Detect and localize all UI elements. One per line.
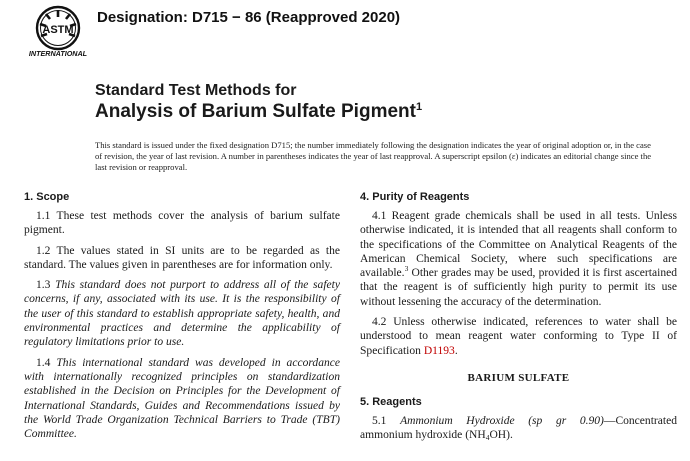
formula-subscript: 4: [485, 433, 490, 443]
footnote-3-marker[interactable]: 3: [404, 264, 409, 274]
section-title-barium-sulfate: BARIUM SULFATE: [467, 371, 570, 384]
paragraph-1-3-number: 1.3: [36, 279, 51, 292]
paragraph-1-2: 1.2 The values stated in SI units are to be regarded as the standard. The values given in parentheses are for information only.: [24, 244, 340, 271]
paragraph-1-4-number: 1.4: [36, 356, 51, 369]
title-line-1: Standard Test Methods for: [95, 82, 297, 99]
paragraph-4-2-end: .: [454, 344, 458, 357]
d1193-link[interactable]: D1193: [423, 344, 455, 357]
title-line-2: [95, 100, 422, 123]
reagent-name: Ammonium Hydroxide (sp gr 0.90): [400, 414, 604, 427]
paragraph-1-4: [24, 356, 340, 442]
paragraph-4-2: [360, 315, 677, 358]
title-footnote-marker[interactable]: 1: [415, 101, 423, 113]
paragraph-4-1-text-a: 4.1 Reagent grade chemicals shall be used in all tests. Unless otherwise indicated, it is intended that all reagents shall conform to the specifications of the Committee on Analytical Reagents of the American Chemical Society, where such specifications are available.: [360, 210, 677, 280]
paragraph-5-1-text-b: OH).: [489, 429, 513, 442]
svg-text:INTERNATIONAL: INTERNATIONAL: [28, 49, 88, 58]
section-heading-purity: 4. Purity of Reagents: [360, 191, 470, 203]
paragraph-4-1-text-b: Other grades may be used, provided it is first ascertained that the reagent is of sufficiently high purity to permit its use without lessening the accuracy of the determination.: [360, 267, 677, 308]
title-line-2-text: Analysis of Barium Sulfate Pigment: [95, 101, 416, 122]
astm-logo: [26, 4, 90, 60]
paragraph-1-1: 1.1 These test methods cover the analysis of barium sulfate pigment.: [24, 210, 340, 237]
designation: Designation: D715 − 86 (Reapproved 2020): [97, 9, 401, 26]
section-heading-reagents: 5. Reagents: [360, 395, 422, 408]
paragraph-4-2-text: 4.2 Unless otherwise indicated, references to water shall be understood to mean reagent water conforming to Type II of Specification: [360, 316, 677, 357]
paragraph-1-4-text: This international standard was developed in accordance with internationally recognized principles on standardization established in the Decision on Principles for the Development of International Standards, Guides and Recommendations issued by the World Trade Organization Technical Barriers to Trade (TBT) Committee.: [24, 356, 340, 441]
section-heading-scope: 1. Scope: [24, 191, 70, 203]
issued-note: This standard is issued under the fixed designation D715; the number immediately following the designation indicates the year of original adoption or, in the case of revision, the year of last revision. A number in parentheses indicates the year of last reapproval. A superscript epsilon (ε) indicates an editorial change since the last revision or reapproval.: [95, 140, 652, 173]
paragraph-1-3-text: This standard does not purport to address all of the safety concerns, if any, associated with its use. It is the responsibility of the user of this standard to establish appropriate safety, health, and environmental practices and determine the applicability of regulatory limitations prior to use.: [24, 279, 340, 349]
paragraph-5-1-number: 5.1: [372, 414, 401, 427]
paragraph-5-1-text-a: —Concentrated ammonium hydroxide (NH: [360, 414, 677, 442]
right-column: [360, 191, 677, 449]
paragraph-5-1: [360, 414, 677, 443]
paragraph-4-1: [360, 209, 677, 309]
left-column: [24, 191, 340, 447]
svg-text:ASTM: ASTM: [42, 24, 74, 36]
document-title: [95, 81, 422, 123]
paragraph-1-3: [24, 278, 340, 349]
